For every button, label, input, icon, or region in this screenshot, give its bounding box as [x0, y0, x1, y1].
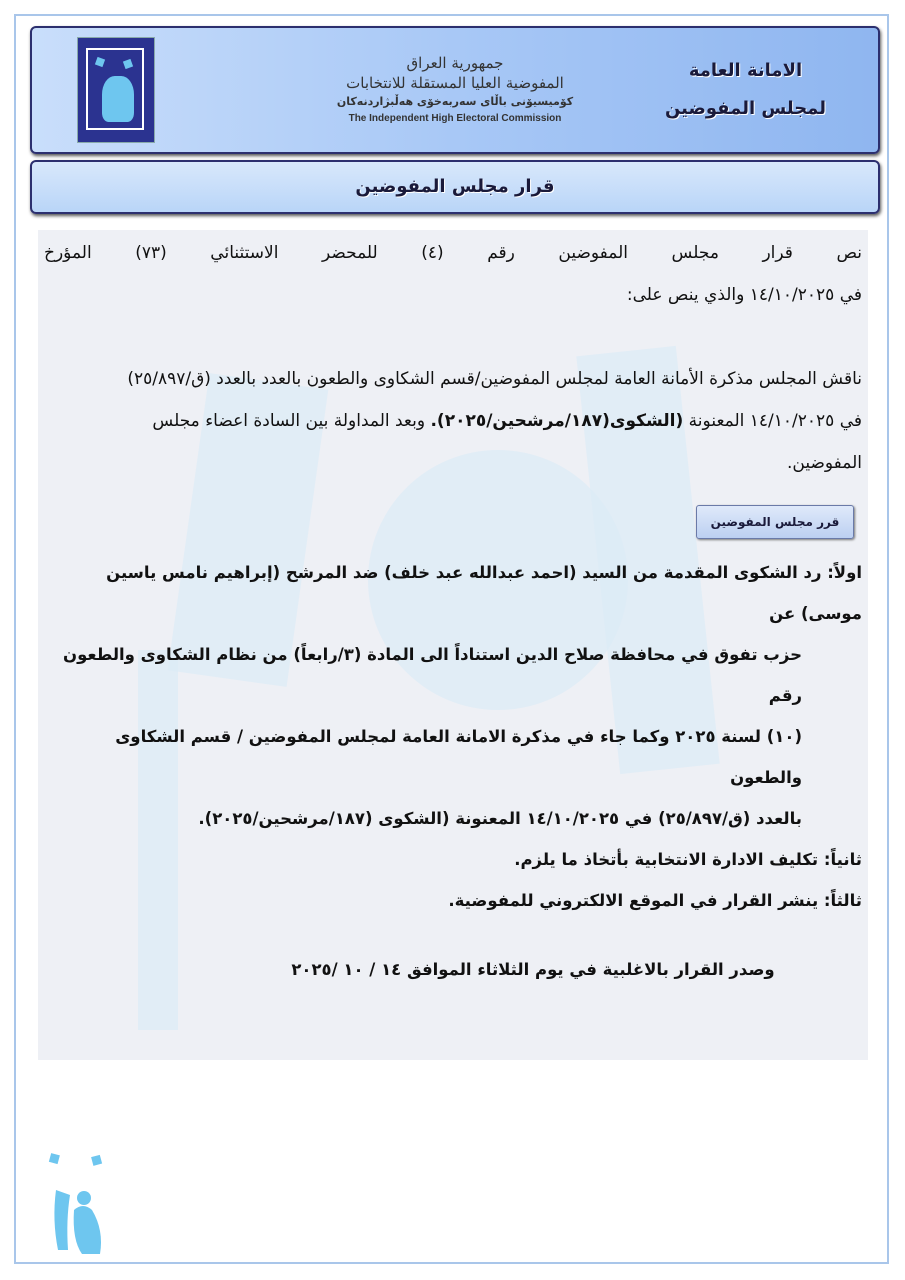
- document-content: [44, 232, 862, 985]
- org-line-kurdish: كۆمیسیۆنی باڵای سەربەخۆی هەڵبژاردنەکان: [336, 95, 574, 108]
- organization-name: [285, 53, 625, 127]
- decision-first-line: اولاً: رد الشكوى المقدمة من السيد (احمد عبدالله عبد خلف) ضد المرشح (إبراهيم نامس ياسين موسى) عن: [106, 563, 862, 623]
- ihec-logo: [77, 37, 155, 143]
- discussion-line: المفوضين.: [786, 453, 862, 473]
- org-line-english: The Independent High Electoral Commission: [348, 113, 562, 124]
- closing-statement: وصدر القرار بالاغلبية في يوم الثلاثاء الموافق ١٤ / ١٠ /٢٠٢٥: [291, 960, 775, 979]
- decisions: [44, 552, 862, 921]
- ihec-footer-logo: [48, 1150, 106, 1262]
- decision-badge: قرر مجلس المفوضين: [696, 505, 854, 539]
- discussion-line: ناقش المجلس مذكرة الأمانة العامة لمجلس المفوضين/قسم الشكاوى والطعون بالعدد بالعدد (ق/٢٥/٨٩٧): [127, 369, 862, 389]
- org-line-arabic-1: جمهورية العراق: [406, 54, 504, 72]
- department-name: [665, 52, 826, 128]
- dept-line-2: لمجلس المفوضين: [664, 98, 826, 119]
- document-title: قرار مجلس المفوضين: [30, 160, 880, 214]
- org-line-arabic-2: المفوضية العليا المستقلة للانتخابات: [346, 74, 564, 92]
- dept-line-1: الامانة العامة: [688, 60, 803, 81]
- decision-first-line: حزب تفوق في محافظة صلاح الدين استناداً الى المادة (٣/رابعاً) من نظام الشكاوى والطعون رقم: [63, 645, 802, 705]
- discussion-paragraph: [44, 358, 862, 484]
- letterhead: [30, 26, 880, 154]
- discussion-text: في ١٤/١٠/٢٠٢٥ المعنونة: [683, 411, 862, 431]
- discussion-text: وبعد المداولة بين السادة اعضاء مجلس: [152, 411, 431, 431]
- decision-first-line: بالعدد (ق/٢٥/٨٩٧) في ١٤/١٠/٢٠٢٥ المعنونة (الشكوى (١٨٧/مرشحين/٢٠٢٥).: [198, 809, 802, 828]
- decision-third: ثالثاً: ينشر القرار في الموقع الالكتروني للمفوضية.: [448, 891, 862, 910]
- intro-line: في ١٤/١٠/٢٠٢٥ والذي ينص على:: [626, 285, 862, 305]
- decision-badge-row: [44, 498, 862, 546]
- intro-line: نص قرار مجلس المفوضين رقم (٤) للمحضر الاستثنائي (٧٣) المؤرخ: [44, 243, 862, 263]
- decision-second: ثانياً: تكليف الادارة الانتخابية بأتخاذ ما يلزم.: [514, 850, 862, 869]
- decision-first-line: (١٠) لسنة ٢٠٢٥ وكما جاء في مذكرة الامانة العامة لمجلس المفوضين / قسم الشكاوى والطعون: [115, 727, 802, 787]
- complaint-reference: (الشكوى(١٨٧/مرشحين/٢٠٢٥).: [430, 411, 684, 431]
- intro-paragraph: [44, 232, 862, 316]
